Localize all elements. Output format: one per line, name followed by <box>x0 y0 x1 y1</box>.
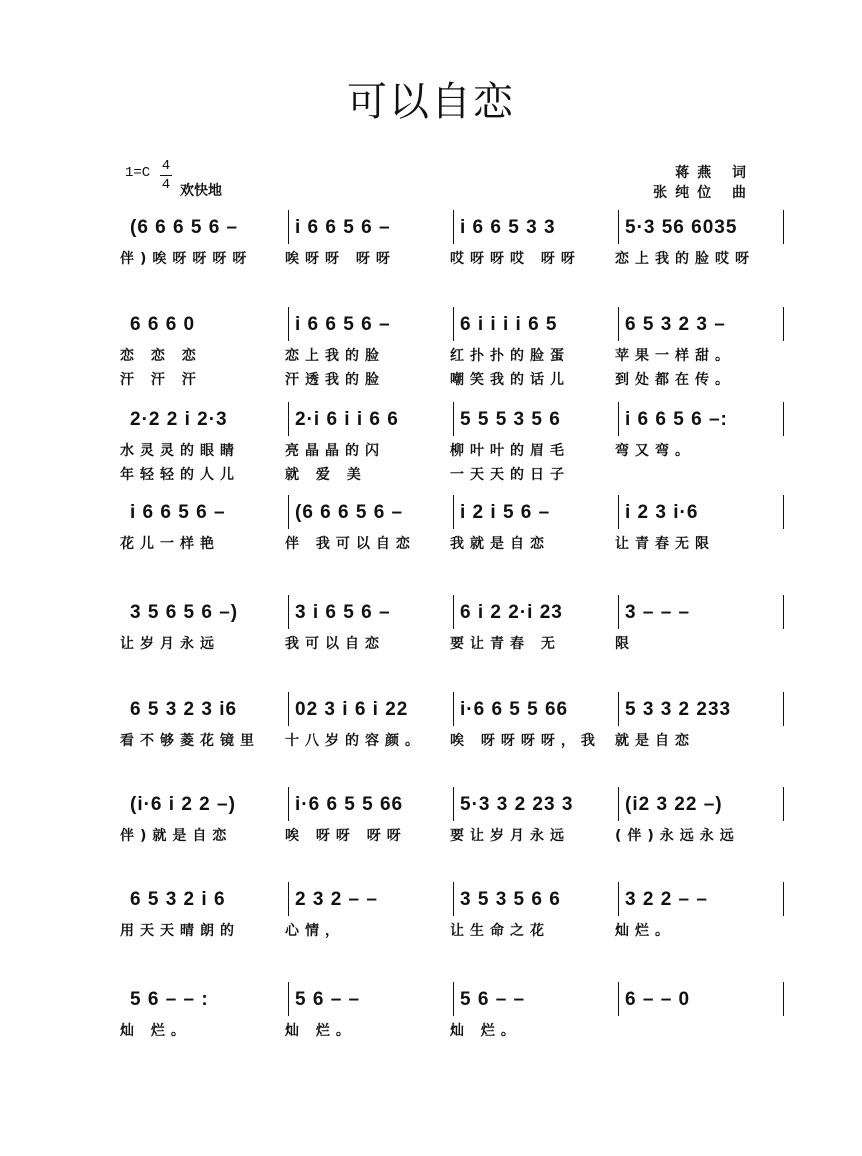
measure <box>295 493 403 533</box>
measure-notes: i 6 6 5 6 –: <box>625 409 728 430</box>
lyric-text: 就是自恋 <box>615 733 695 749</box>
lyric-text: 年轻轻的人儿 <box>120 467 240 483</box>
lyric-text: 十八岁的容颜。 <box>285 733 425 749</box>
measure-notes: (i2 3 22 –) <box>625 794 723 815</box>
time-top: 4 <box>161 158 171 174</box>
lyric-text: (伴)永远永远 <box>615 828 740 844</box>
measure-notes: 6 – – 0 <box>625 989 691 1010</box>
lyricist: 蒋燕 词 <box>675 165 754 181</box>
lyric-line <box>110 369 775 393</box>
measure <box>625 305 726 345</box>
barline <box>783 210 784 244</box>
lyric-text: 让生命之花 <box>450 923 550 939</box>
notation-row <box>110 880 775 920</box>
score-system <box>110 785 775 849</box>
measure <box>295 208 391 248</box>
lyric-text: 我可以自恋 <box>285 636 385 652</box>
score-system <box>110 305 775 393</box>
lyric-text: 让岁月永远 <box>120 636 220 652</box>
notation-row <box>110 208 775 248</box>
measure <box>625 400 728 440</box>
barline <box>783 882 784 916</box>
lyric-text: 柳叶叶的眉毛 <box>450 443 570 459</box>
lyric-text: 恋上我的脸 <box>285 348 385 364</box>
measure <box>295 305 391 345</box>
lyric-text: 要让青春 无 <box>450 636 561 652</box>
barline <box>288 692 289 726</box>
measure <box>130 493 226 533</box>
lyric-text: 唉呀呀 呀呀 <box>285 251 396 267</box>
measure <box>460 785 573 825</box>
lyric-text: 花儿一样艳 <box>120 536 220 552</box>
lyric-text: 弯又弯。 <box>615 443 695 459</box>
measure <box>460 593 563 633</box>
measure <box>460 305 558 345</box>
tempo-marking: 欢快地 <box>180 183 222 199</box>
barline <box>618 210 619 244</box>
measure <box>130 400 228 440</box>
measure-notes: 3 i 6 5 6 – <box>295 602 391 623</box>
barline <box>288 787 289 821</box>
lyric-line <box>110 440 775 464</box>
barline <box>288 307 289 341</box>
lyric-text: 汗 汗 汗 <box>120 372 202 388</box>
measure <box>460 208 556 248</box>
measure-notes: 5·3 56 6035 <box>625 217 738 238</box>
lyric-text: 唉 呀呀 呀呀 <box>285 828 407 844</box>
lyric-text: 红扑扑的脸蛋 <box>450 348 570 364</box>
measure <box>130 593 238 633</box>
lyric-text: 伴)就是自恋 <box>120 828 233 844</box>
measure-notes: 6 5 3 2 i 6 <box>130 889 226 910</box>
measure-notes: 6 i 2 2·i 23 <box>460 602 563 623</box>
measure <box>625 593 690 633</box>
score-system <box>110 880 775 944</box>
measure-notes: 5 6 – – : <box>130 989 209 1010</box>
notation-row <box>110 305 775 345</box>
lyric-text: 限 <box>615 636 635 652</box>
measure <box>295 880 378 920</box>
measure-notes: (6 6 6 5 6 – <box>130 217 239 238</box>
lyric-text: 哎呀呀哎 呀呀 <box>450 251 581 267</box>
score-system <box>110 208 775 272</box>
lyric-line <box>110 825 775 849</box>
lyric-text: 汗透我的脸 <box>285 372 385 388</box>
lyric-text: 灿烂。 <box>615 923 675 939</box>
barline <box>453 595 454 629</box>
measure <box>130 305 195 345</box>
song-title: 可以自恋 <box>347 79 515 125</box>
composer: 张纯位 曲 <box>653 185 754 201</box>
lyric-line <box>110 920 775 944</box>
measure <box>460 690 568 730</box>
measure <box>625 880 708 920</box>
lyric-text: 苹果一样甜。 <box>615 348 735 364</box>
measure-notes: 6 i i i i 6 5 <box>460 314 558 335</box>
notation-row <box>110 785 775 825</box>
lyric-text: 灿 烂。 <box>285 1023 356 1039</box>
measure <box>460 493 550 533</box>
barline <box>783 495 784 529</box>
barline <box>453 882 454 916</box>
barline <box>783 787 784 821</box>
barline <box>618 402 619 436</box>
measure-notes: i 2 3 i·6 <box>625 502 699 523</box>
time-signature <box>160 157 172 194</box>
notation-row <box>110 493 775 533</box>
barline <box>783 982 784 1016</box>
measure <box>625 980 690 1020</box>
measure <box>295 400 399 440</box>
barline <box>783 595 784 629</box>
measure-notes: i·6 6 5 5 66 <box>295 794 404 815</box>
measure-notes: 3 – – – <box>625 602 691 623</box>
lyric-line <box>110 345 775 369</box>
measure-notes: 2·2 2 i 2·3 <box>130 409 228 430</box>
measure-notes: 5 6 – – <box>460 989 526 1010</box>
score-system <box>110 493 775 557</box>
measure-notes: (6 6 6 5 6 – <box>295 502 404 523</box>
time-bottom: 4 <box>161 177 171 193</box>
measure <box>130 880 226 920</box>
barline <box>288 210 289 244</box>
measure-notes: (i·6 i 2 2 –) <box>130 794 236 815</box>
barline <box>618 595 619 629</box>
measure-notes: 5 6 – – <box>295 989 361 1010</box>
barline <box>288 402 289 436</box>
lyric-text: 要让岁月永远 <box>450 828 570 844</box>
measure-notes: 3 2 2 – – <box>625 889 708 910</box>
measure <box>130 690 237 730</box>
measure-notes: i 6 6 5 6 – <box>295 217 391 238</box>
score-system <box>110 980 775 1044</box>
measure-notes: i 2 i 5 6 – <box>460 502 551 523</box>
notation-row <box>110 980 775 1020</box>
barline <box>783 402 784 436</box>
lyric-text: 伴)唉呀呀呀呀 <box>120 251 253 267</box>
barline <box>618 882 619 916</box>
notation-row <box>110 400 775 440</box>
score-system <box>110 593 775 657</box>
measure-notes: 3 5 6 5 6 –) <box>130 602 239 623</box>
lyric-line <box>110 633 775 657</box>
lyric-text: 亮晶晶的闪 <box>285 443 385 459</box>
measure <box>130 980 209 1020</box>
barline <box>453 495 454 529</box>
measure <box>625 690 731 730</box>
barline <box>618 982 619 1016</box>
barline <box>453 307 454 341</box>
lyric-line <box>110 730 775 754</box>
measure <box>295 690 408 730</box>
measure <box>130 785 236 825</box>
measure-notes: 2 3 2 – – <box>295 889 378 910</box>
measure <box>625 208 737 248</box>
measure-notes: i 6 6 5 3 3 <box>460 217 556 238</box>
notation-row <box>110 690 775 730</box>
key-signature: 1=C <box>125 165 151 181</box>
measure-notes: 6 5 3 2 3 i6 <box>130 699 238 720</box>
barline <box>288 982 289 1016</box>
measure-notes: i 6 6 5 6 – <box>295 314 391 335</box>
measure <box>625 785 723 825</box>
barline <box>618 692 619 726</box>
barline <box>618 787 619 821</box>
measure-notes: i 6 6 5 6 – <box>130 502 226 523</box>
measure-notes: 3 5 3 5 6 6 <box>460 889 561 910</box>
measure <box>625 493 698 533</box>
lyric-text: 就 爱 美 <box>285 467 367 483</box>
lyric-text: 唉 呀呀呀呀，我 <box>450 733 601 749</box>
lyric-text: 恋上我的脸哎呀 <box>615 251 755 267</box>
lyric-text: 灿 烂。 <box>120 1023 191 1039</box>
measure <box>295 785 403 825</box>
measure <box>295 593 391 633</box>
measure <box>460 880 561 920</box>
lyric-line <box>110 248 775 272</box>
lyric-line <box>110 464 775 488</box>
lyric-text: 用天天晴朗的 <box>120 923 240 939</box>
measure <box>295 980 360 1020</box>
lyric-text: 让青春无限 <box>615 536 715 552</box>
lyric-text: 恋 恋 恋 <box>120 348 202 364</box>
measure <box>460 400 561 440</box>
lyric-line <box>110 1020 775 1044</box>
barline <box>618 495 619 529</box>
barline <box>453 692 454 726</box>
lyric-text: 水灵灵的眼睛 <box>120 443 240 459</box>
credits <box>653 163 754 203</box>
score-system <box>110 690 775 754</box>
measure-notes: 6 5 3 2 3 – <box>625 314 726 335</box>
lyric-text: 到处都在传。 <box>615 372 735 388</box>
notation-row <box>110 593 775 633</box>
time-divider <box>160 175 172 176</box>
lyric-text: 嘲笑我的话儿 <box>450 372 570 388</box>
lyric-line <box>110 533 775 557</box>
lyric-text: 心情， <box>285 923 345 939</box>
measure-notes: 6 6 6 0 <box>130 314 196 335</box>
lyric-text: 伴 我可以自恋 <box>285 536 416 552</box>
lyric-text: 灿 烂。 <box>450 1023 521 1039</box>
measure-notes: 5·3 3 2 23 3 <box>460 794 574 815</box>
barline <box>453 210 454 244</box>
barline <box>288 882 289 916</box>
barline <box>453 787 454 821</box>
measure-notes: i·6 6 5 5 66 <box>460 699 569 720</box>
barline <box>288 595 289 629</box>
lyric-text: 我就是自恋 <box>450 536 550 552</box>
barline <box>618 307 619 341</box>
measure-notes: 5 3 3 2 233 <box>625 699 732 720</box>
lyric-text: 看不够菱花镜里 <box>120 733 260 749</box>
lyric-text: 一天天的日子 <box>450 467 570 483</box>
measure-notes: 2·i 6 i i 6 6 <box>295 409 399 430</box>
score-system <box>110 400 775 488</box>
measure <box>460 980 525 1020</box>
measure-notes: 02 3 i 6 i 22 <box>295 699 409 720</box>
barline <box>288 495 289 529</box>
barline <box>783 307 784 341</box>
barline <box>453 982 454 1016</box>
measure <box>130 208 238 248</box>
barline <box>783 692 784 726</box>
measure-notes: 5 5 5 3 5 6 <box>460 409 561 430</box>
barline <box>453 402 454 436</box>
